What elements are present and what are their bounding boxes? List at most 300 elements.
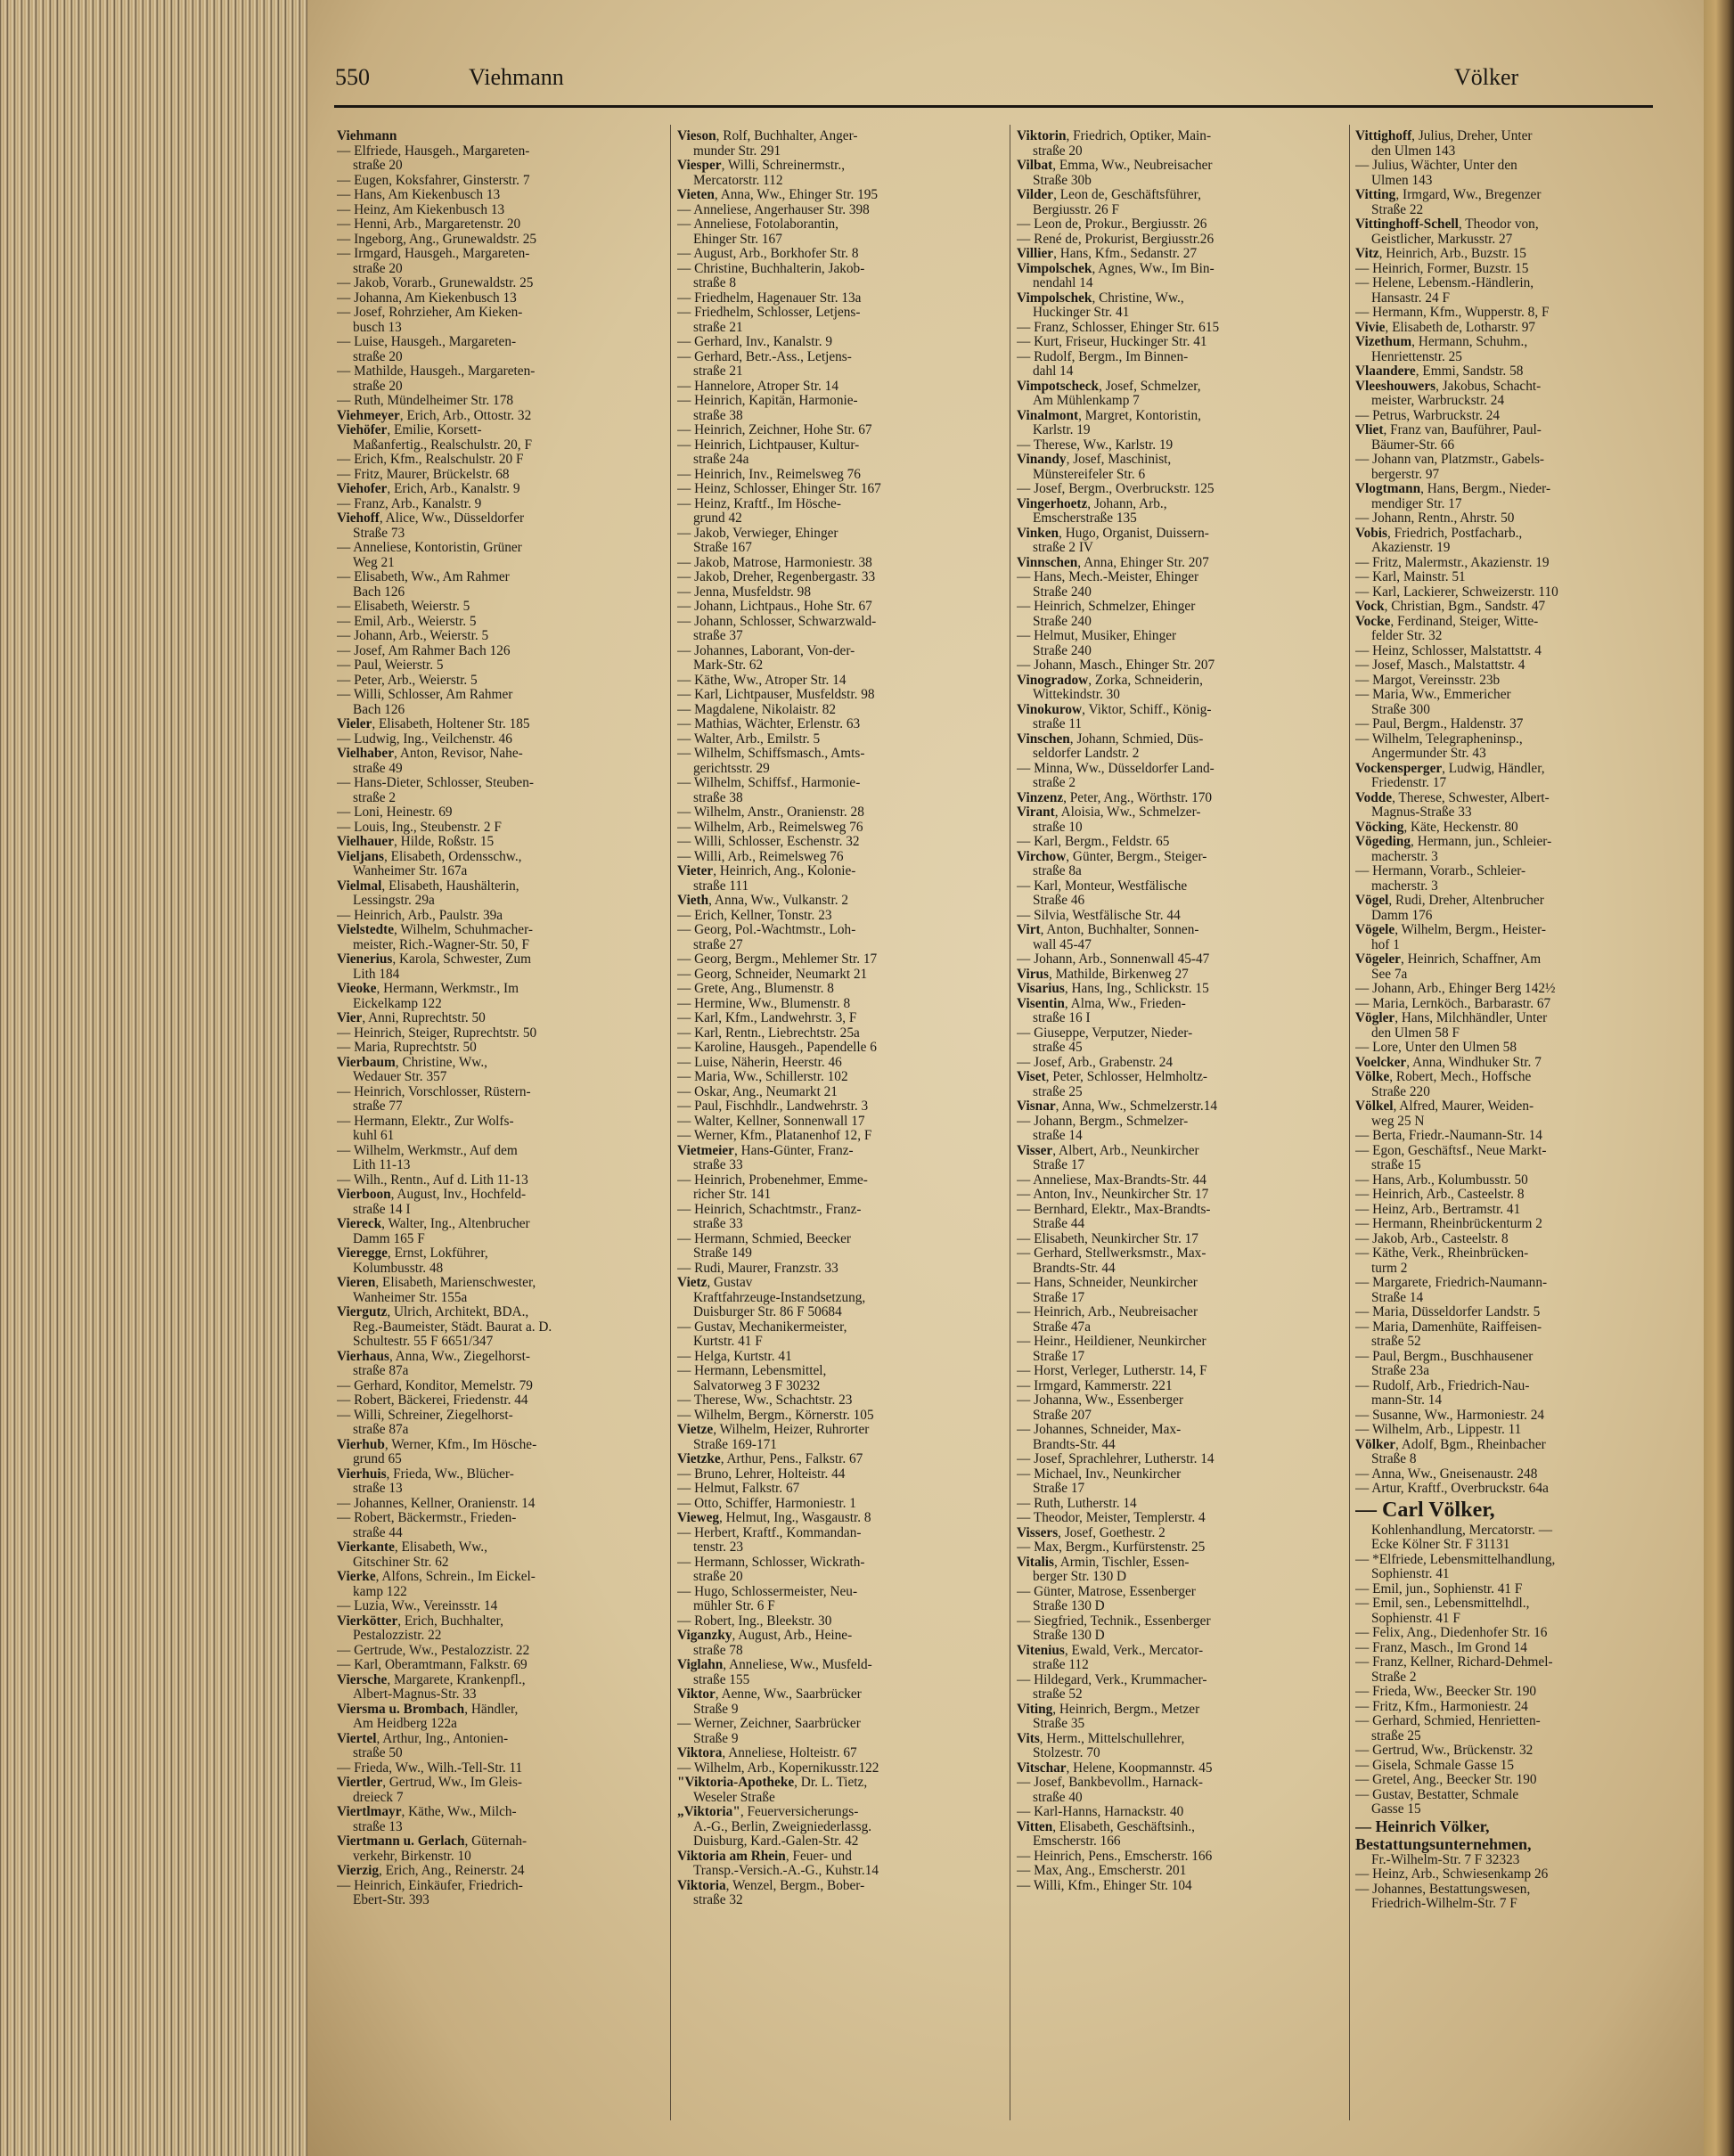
directory-entry-line: straße 44: [353, 1525, 403, 1540]
directory-entry-line: Pestalozzistr. 22: [353, 1629, 442, 1643]
directory-entry-line: turm 2: [1371, 1261, 1408, 1276]
directory-entry-line: — Wilhelm, Werkmstr., Auf dem: [337, 1143, 518, 1158]
directory-entry-line: — Maria, Ww., Schillerstr. 102: [677, 1070, 848, 1084]
directory-entry-line: — Maria, Düsseldorfer Landstr. 5: [1355, 1305, 1541, 1319]
directory-entry-line: — Franz, Masch., Im Grond 14: [1355, 1640, 1527, 1655]
directory-entry-line: Vögeler, Heinrich, Schaffner, Am: [1355, 952, 1542, 967]
directory-entry-line: — Egon, Geschäftsf., Neue Markt-: [1355, 1143, 1547, 1158]
directory-entry-line: A.-G., Berlin, Zweigniederlassg.: [693, 1819, 872, 1834]
directory-entry-line: mendiger Str. 17: [1371, 496, 1462, 511]
directory-entry-line: Vieren, Elisabeth, Marienschwester,: [337, 1276, 536, 1290]
directory-entry-line: Vieoke, Hermann, Werkmstr., Im: [337, 982, 519, 996]
directory-entry-line: straße 20: [1033, 143, 1083, 159]
directory-entry-line: Münstereifeler Str. 6: [1033, 467, 1146, 482]
directory-entry-line: — Christine, Buchhalterin, Jakob-: [677, 261, 865, 276]
directory-entry-line: Lessingstr. 29a: [353, 894, 435, 908]
directory-entry-line: Vierboon, August, Inv., Hochfeld-: [337, 1188, 527, 1202]
directory-entry-line: — Heinrich, Arb., Paulstr. 39a: [337, 908, 503, 923]
directory-entry-line: Voelcker, Anna, Windhuker Str. 7: [1355, 1055, 1542, 1070]
directory-entry-line: Vinschen, Johann, Schmied, Düs-: [1017, 731, 1204, 747]
directory-entry-line: — Helmut, Musiker, Ehinger: [1017, 629, 1177, 643]
directory-entry-line: Vits, Herm., Mittelschullehrer,: [1017, 1731, 1185, 1746]
directory-entry-line: — Heinz, Schlosser, Ehinger Str. 167: [677, 482, 881, 496]
directory-entry-line: Straße 17: [1033, 1349, 1085, 1364]
directory-entry-line: — Heinr., Heildiener, Neunkircher: [1017, 1335, 1206, 1349]
directory-entry-line: straße 14 I: [353, 1202, 411, 1217]
directory-entry-line: kuhl 61: [353, 1129, 395, 1143]
directory-entry-line: Vinogradow, Zorka, Schneiderin,: [1017, 673, 1203, 688]
directory-entry-line: — Johannes, Kellner, Oranienstr. 14: [337, 1496, 536, 1511]
directory-entry-line: — Horst, Verleger, Lutherstr. 14, F: [1017, 1364, 1207, 1378]
directory-entry-line: — Heinz, Am Kiekenbusch 13: [337, 202, 505, 217]
directory-entry-line: — Wilh., Rentn., Auf d. Lith 11-13: [337, 1172, 528, 1188]
directory-entry-line: — Elisabeth, Ww., Am Rahmer: [337, 570, 510, 584]
directory-entry-line: straße 52: [1033, 1687, 1083, 1702]
directory-entry-line: — Irmgard, Kammerstr. 221: [1017, 1378, 1173, 1393]
directory-entry-line: — Heinrich, Kapitän, Harmonie-: [677, 394, 858, 408]
directory-entry-line: — Rudi, Maurer, Franzstr. 33: [677, 1261, 838, 1276]
directory-entry-line: Vöcking, Käte, Heckenstr. 80: [1355, 820, 1518, 835]
directory-entry-line: Ulmen 143: [1371, 173, 1433, 188]
directory-entry-line: Virchow, Günter, Bergm., Steiger-: [1017, 849, 1207, 864]
directory-entry-line: weg 25 N: [1371, 1114, 1425, 1129]
directory-entry-line: Bach 126: [353, 584, 405, 600]
directory-entry-line: See 7a: [1371, 967, 1408, 982]
header-rule: [334, 105, 1653, 108]
directory-entry-line: — Maria, Ruprechtstr. 50: [337, 1041, 477, 1055]
directory-entry-line: Visnar, Anna, Ww., Schmelzerstr.14: [1017, 1099, 1218, 1114]
directory-entry-line: — Hermann, Schlosser, Wickrath-: [677, 1555, 865, 1570]
directory-entry-line: mühler Str. 6 F: [693, 1599, 775, 1613]
directory-column-4: [1355, 129, 1674, 1912]
directory-entry-line: — Johanna, Ww., Essenberger: [1017, 1393, 1184, 1408]
directory-entry-line: — Hermann, Schmied, Beecker: [677, 1231, 851, 1246]
directory-entry-line: Vimpolschek, Christine, Ww.,: [1017, 290, 1184, 306]
page-header-left-word: Viehmann: [469, 64, 564, 90]
directory-entry-line: — Heinrich Völker,: [1355, 1817, 1490, 1835]
directory-entry-line: Reg.-Baumeister, Städt. Baurat a. D.: [353, 1319, 552, 1335]
directory-entry-line: — Karl, Kfm., Landwehrstr. 3, F: [677, 1011, 857, 1025]
directory-entry-line: — Wilhelm, Arb., Lippestr. 11: [1355, 1423, 1522, 1437]
directory-entry-line: Vierkante, Elisabeth, Ww.,: [337, 1540, 487, 1555]
directory-entry-line: Albert-Magnus-Str. 33: [353, 1687, 477, 1702]
column-divider: [670, 125, 671, 2120]
directory-entry-line: Viertmann u. Gerlach, Güternah-: [337, 1834, 528, 1849]
directory-entry-line: — Josef, Am Rahmer Bach 126: [337, 643, 511, 658]
directory-entry-line: — Heinz, Arb., Schwiesenkamp 26: [1355, 1867, 1549, 1882]
directory-entry-line: straße 112: [1033, 1658, 1089, 1672]
directory-entry-line: Ehinger Str. 167: [693, 232, 782, 247]
directory-entry-line: Vockensperger, Ludwig, Händler,: [1355, 761, 1545, 776]
directory-entry-line: Straße 73: [353, 526, 405, 541]
book-page-stack: [0, 0, 307, 2156]
directory-entry-line: — Heinrich, Zeichner, Hohe Str. 67: [677, 423, 872, 437]
directory-entry-line: straße 155: [693, 1672, 750, 1687]
directory-entry-line: — Mathilde, Hausgeh., Margareten-: [337, 364, 536, 379]
directory-entry-line: Hansastr. 24 F: [1371, 290, 1450, 306]
book-right-edge: [1704, 0, 1734, 2156]
directory-entry-line: — Wilhelm, Bergm., Körnerstr. 105: [677, 1408, 874, 1423]
directory-entry-line: bergerstr. 97: [1371, 467, 1440, 482]
directory-entry-line: — Heinrich, Probenehmer, Emme-: [677, 1172, 868, 1188]
directory-entry-line: Henriettenstr. 25: [1371, 349, 1462, 364]
directory-entry-line: Vitenius, Ewald, Verk., Mercator-: [1017, 1643, 1204, 1658]
directory-entry-line: Karlstr. 19: [1033, 423, 1091, 437]
directory-entry-line: — Heinrich, Arb., Casteelstr. 8: [1355, 1188, 1525, 1202]
directory-entry-line: — Frieda, Ww., Wilh.-Tell-Str. 11: [337, 1760, 523, 1776]
directory-entry-line: — Anneliese, Fotolaborantin,: [677, 217, 838, 232]
directory-entry-line: Weseler Straße: [693, 1790, 775, 1805]
directory-entry-line: — Robert, Bäckerei, Friedenstr. 44: [337, 1393, 528, 1408]
directory-entry-line: — Hermine, Ww., Blumenstr. 8: [677, 996, 851, 1011]
directory-entry-line: — Leon de, Prokur., Bergiusstr. 26: [1017, 217, 1207, 232]
directory-entry-line: Straße 2: [1371, 1670, 1417, 1685]
directory-entry-line: straße 50: [353, 1746, 403, 1760]
directory-entry-line: — Josef, Arb., Grabenstr. 24: [1017, 1055, 1174, 1070]
directory-entry-line: — Margot, Vereinsstr. 23b: [1355, 673, 1501, 688]
directory-entry-line: Kohlenhandlung, Mercatorstr. —: [1371, 1523, 1553, 1538]
directory-entry-line: — Werner, Kfm., Platanenhof 12, F: [677, 1129, 872, 1143]
directory-entry-line: verkehr, Birkenstr. 10: [353, 1849, 471, 1864]
directory-entry-line: — Kurt, Friseur, Huckinger Str. 41: [1017, 335, 1207, 349]
directory-entry-line: — Eugen, Koksfahrer, Ginsterstr. 7: [337, 173, 530, 188]
directory-entry-line: Duisburger Str. 86 F 50684: [693, 1305, 842, 1319]
directory-entry-line: Viesper, Willi, Schreinermstr.,: [677, 159, 846, 173]
directory-entry-line: Maßanfertig., Realschulstr. 20, F: [353, 437, 532, 453]
directory-entry-line: Emscherstr. 166: [1033, 1834, 1121, 1849]
directory-entry-line: — Josef, Rohrzieher, Am Kieken-: [337, 306, 523, 320]
directory-entry-line: Vierhuis, Frieda, Ww., Blücher-: [337, 1466, 514, 1482]
directory-entry-line: Vittighoff, Julius, Dreher, Unter: [1355, 129, 1533, 143]
directory-entry-line: nendahl 14: [1033, 276, 1093, 290]
directory-entry-line: — Petrus, Warbruckstr. 24: [1355, 408, 1501, 423]
directory-entry-line: — Hermann, Lebensmittel,: [677, 1364, 827, 1378]
directory-entry-line: — Jenna, Musfeldstr. 98: [677, 584, 811, 600]
directory-entry-line: Vittinghoff-Schell, Theodor von,: [1355, 217, 1539, 232]
directory-entry-line: Vietzke, Arthur, Pens., Falkstr. 67: [677, 1452, 863, 1466]
directory-entry-line: Friedenstr. 17: [1371, 776, 1447, 790]
directory-entry-line: Friedrich-Wilhelm-Str. 7 F: [1371, 1897, 1517, 1911]
directory-entry-line: Brandts-Str. 44: [1033, 1437, 1116, 1452]
directory-entry-line: — Johann, Bergm., Schmelzer-: [1017, 1114, 1189, 1129]
directory-entry-line: Vilbat, Emma, Ww., Neubreisacher: [1017, 159, 1213, 173]
directory-entry-line: — Theodor, Meister, Templerstr. 4: [1017, 1511, 1206, 1525]
directory-entry-line: — Anton, Inv., Neunkircher Str. 17: [1017, 1188, 1209, 1202]
directory-entry-line: — Luise, Hausgeh., Margareten-: [337, 335, 517, 349]
directory-entry-line: — Gerhard, Stellwerksmstr., Max-: [1017, 1246, 1206, 1261]
directory-entry-line: Vilder, Leon de, Geschäftsführer,: [1017, 188, 1201, 202]
directory-entry-line: — Hermann, Elektr., Zur Wolfs-: [337, 1114, 514, 1129]
directory-entry-line: Straße 35: [1033, 1717, 1085, 1731]
directory-entry-line: — Johann, Arb., Weierstr. 5: [337, 629, 489, 643]
directory-entry-line: — Hans, Mech.-Meister, Ehinger: [1017, 570, 1199, 584]
directory-entry-line: Vinken, Hugo, Organist, Duissern-: [1017, 526, 1209, 541]
directory-entry-line: Ebert-Str. 393: [353, 1893, 429, 1907]
directory-entry-line: — Ingeborg, Ang., Grunewaldstr. 25: [337, 232, 537, 247]
directory-entry-line: munder Str. 291: [693, 143, 781, 159]
directory-entry-line: Straße 130 D: [1033, 1629, 1105, 1643]
directory-entry-line: — Walter, Kellner, Sonnenwall 17: [677, 1114, 865, 1129]
directory-entry-line: berger Str. 130 D: [1033, 1570, 1127, 1584]
directory-entry-line: Viersma u. Brombach, Händler,: [337, 1702, 519, 1717]
directory-entry-line: — Fritz, Malermstr., Akazienstr. 19: [1355, 555, 1550, 570]
directory-entry-line: — Emil, jun., Sophienstr. 41 F: [1355, 1581, 1523, 1597]
directory-entry-line: straße 20: [693, 1570, 743, 1584]
directory-entry-line: straße 20: [353, 159, 403, 173]
directory-entry-line: Straße 300: [1371, 702, 1430, 717]
directory-entry-line: Vissers, Josef, Goethestr. 2: [1017, 1525, 1166, 1540]
directory-entry-line: seldorfer Landstr. 2: [1033, 747, 1140, 761]
directory-entry-line: — Siegfried, Technik., Essenberger: [1017, 1613, 1211, 1629]
directory-entry-line: Straße 8: [1371, 1452, 1417, 1466]
directory-entry-line: Damm 176: [1371, 908, 1433, 923]
directory-entry-line: Viktora, Anneliese, Holteistr. 67: [677, 1746, 857, 1760]
directory-entry-line: straße 20: [353, 379, 403, 394]
directory-entry-line: Vielhauer, Hilde, Roßstr. 15: [337, 835, 495, 849]
directory-entry-line: — Josef, Masch., Malstattstr. 4: [1355, 658, 1525, 673]
directory-entry-line: — Wilhelm, Telegrapheninsp.,: [1355, 731, 1523, 747]
directory-entry-line: Vietze, Wilhelm, Heizer, Ruhrorter: [677, 1423, 870, 1437]
directory-entry-line: — Rudolf, Bergm., Im Binnen-: [1017, 349, 1189, 364]
directory-entry-line: — Helmut, Falkstr. 67: [677, 1482, 800, 1496]
directory-entry-line: felder Str. 32: [1371, 629, 1443, 643]
directory-entry-line: Vizethum, Hermann, Schuhm.,: [1355, 335, 1528, 349]
directory-entry-line: straße 33: [693, 1217, 743, 1231]
directory-entry-line: — Giuseppe, Verputzer, Nieder-: [1017, 1025, 1193, 1041]
directory-entry-line: — Julius, Wächter, Unter den: [1355, 159, 1517, 173]
directory-entry-line: — Georg, Pol.-Wachtmstr., Loh-: [677, 923, 856, 937]
directory-entry-line: Fr.-Wilhelm-Str. 7 F 32323: [1371, 1852, 1520, 1867]
directory-entry-line: — Käthe, Verk., Rheinbrücken-: [1355, 1246, 1529, 1261]
directory-entry-line: Vleeshouwers, Jakobus, Schacht-: [1355, 379, 1542, 394]
directory-entry-line: — Anneliese, Angerhauser Str. 398: [677, 202, 870, 217]
directory-entry-line: — Walter, Arb., Emilstr. 5: [677, 731, 821, 747]
directory-entry-line: Viganzky, August, Arb., Heine-: [677, 1629, 853, 1643]
directory-entry-line: Straße 207: [1033, 1408, 1092, 1423]
directory-entry-line: — Wilhelm, Arb., Reimelsweg 76: [677, 820, 863, 835]
directory-entry-line: Wanheimer Str. 167a: [353, 864, 468, 878]
directory-entry-line: Straße 30b: [1033, 173, 1092, 188]
directory-entry-line: Vieter, Heinrich, Ang., Kolonie-: [677, 864, 856, 878]
directory-entry-line: Viersche, Margarete, Krankenpfl.,: [337, 1672, 526, 1687]
directory-entry-line: — Margarete, Friedrich-Naumann-: [1355, 1276, 1548, 1290]
directory-entry-line: — Paul, Bergm., Haldenstr. 37: [1355, 717, 1524, 731]
directory-entry-line: — Josef, Bankbevollm., Harnack-: [1017, 1776, 1204, 1790]
directory-entry-line: dahl 14: [1033, 364, 1074, 379]
directory-entry-line: Sophienstr. 41: [1371, 1567, 1450, 1581]
directory-entry-line: — Magdalene, Nikolaistr. 82: [677, 702, 837, 717]
directory-entry-line: Transp.-Versich.-A.-G., Kuhstr.14: [693, 1864, 879, 1878]
directory-entry-line: Visarius, Hans, Ing., Schlickstr. 15: [1017, 982, 1209, 996]
directory-entry-line: Viertler, Gertrud, Ww., Im Gleis-: [337, 1776, 522, 1790]
directory-entry-line: — Oskar, Ang., Neumarkt 21: [677, 1084, 838, 1099]
directory-entry-line: — Johann, Rentn., Ahrstr. 50: [1355, 511, 1515, 526]
directory-entry-line: straße 8a: [1033, 864, 1082, 878]
directory-entry-line: — Karl, Lichtpauser, Musfeldstr. 98: [677, 688, 875, 702]
directory-entry-line: Angermunder Str. 43: [1371, 747, 1486, 761]
directory-entry-line: Huckinger Str. 41: [1033, 306, 1130, 320]
directory-entry-line: — Franz, Arb., Kanalstr. 9: [337, 496, 482, 511]
directory-entry-line: Viehoff, Alice, Ww., Düsseldorfer: [337, 511, 525, 526]
directory-entry-line: — Bruno, Lehrer, Holteistr. 44: [677, 1466, 846, 1482]
directory-entry-line: — Robert, Bäckermstr., Frieden-: [337, 1511, 517, 1525]
directory-entry-line: — Gustav, Bestatter, Schmale: [1355, 1787, 1519, 1802]
directory-entry-line: Vietz, Gustav: [677, 1276, 753, 1290]
directory-entry-line: Viertel, Arthur, Ing., Antonien-: [337, 1731, 509, 1746]
directory-entry-line: — Wilhelm, Anstr., Oranienstr. 28: [677, 805, 864, 820]
directory-entry-line: Vodde, Therese, Schwester, Albert-: [1355, 790, 1550, 805]
directory-entry-line: — Heinrich, Schachtmstr., Franz-: [677, 1202, 862, 1217]
directory-entry-line: Straße 46: [1033, 894, 1085, 908]
directory-entry-line: Vieregge, Ernst, Lokführer,: [337, 1246, 488, 1261]
directory-entry-line: Straße 240: [1033, 643, 1092, 658]
directory-entry-line: Vinnschen, Anna, Ehinger Str. 207: [1017, 555, 1209, 570]
directory-entry-line: — Paul, Fischhdlr., Landwehrstr. 3: [677, 1099, 869, 1114]
directory-entry-line: — Max, Bergm., Kurfürstenstr. 25: [1017, 1540, 1206, 1555]
directory-entry-line: straße 13: [353, 1482, 403, 1496]
directory-entry-line: — Carl Völker,: [1355, 1498, 1495, 1522]
directory-entry-line: — Lore, Unter den Ulmen 58: [1355, 1041, 1517, 1055]
directory-entry-line: — Hans, Am Kiekenbusch 13: [337, 188, 501, 202]
directory-entry-line: — Johannes, Schneider, Max-: [1017, 1423, 1182, 1437]
directory-entry-line: straße 78: [693, 1643, 743, 1658]
directory-entry-line: Vierhub, Werner, Kfm., Im Hösche-: [337, 1437, 537, 1452]
directory-entry-line: Vitalis, Armin, Tischler, Essen-: [1017, 1555, 1190, 1570]
directory-entry-line: straße 13: [353, 1819, 403, 1834]
directory-entry-line: Wedauer Str. 357: [353, 1070, 447, 1084]
directory-entry-line: — Karl, Mainstr. 51: [1355, 570, 1466, 584]
directory-entry-line: — Maria, Damenhüte, Raiffeisen-: [1355, 1319, 1542, 1335]
directory-entry-line: Eickelkamp 122: [353, 996, 442, 1011]
directory-entry-line: straße 49: [353, 761, 403, 776]
directory-entry-line: straße 14: [1033, 1129, 1083, 1143]
directory-entry-line: — Jakob, Arb., Casteelstr. 8: [1355, 1231, 1509, 1246]
page-header-right-word: Völker: [1454, 64, 1519, 90]
directory-entry-line: — Henni, Arb., Margaretenstr. 20: [337, 217, 521, 232]
directory-entry-line: — Karl-Hanns, Harnackstr. 40: [1017, 1805, 1184, 1819]
directory-entry-line: — Karl, Lackierer, Schweizerstr. 110: [1355, 584, 1558, 600]
directory-entry-line: — Helga, Kurtstr. 41: [677, 1349, 792, 1364]
directory-entry-line: Mercatorstr. 112: [693, 173, 783, 188]
directory-entry-line: Straße 169-171: [693, 1437, 777, 1452]
directory-entry-line: Straße 17: [1033, 1482, 1085, 1496]
directory-entry-line: — Josef, Sprachlehrer, Lutherstr. 14: [1017, 1452, 1215, 1466]
directory-entry-line: Stolzestr. 70: [1033, 1746, 1100, 1760]
directory-entry-line: Akazienstr. 19: [1371, 541, 1451, 555]
directory-entry-line: Viset, Peter, Schlosser, Helmholtz-: [1017, 1070, 1208, 1084]
directory-entry-line: — Hans, Schneider, Neunkircher: [1017, 1276, 1198, 1290]
directory-entry-line: — August, Arb., Borkhofer Str. 8: [677, 247, 859, 261]
directory-entry-line: Vobis, Friedrich, Postfacharb.,: [1355, 526, 1523, 541]
directory-entry-line: — Maria, Lernköch., Barbarastr. 67: [1355, 996, 1551, 1011]
directory-entry-line: Am Heidberg 122a: [353, 1717, 457, 1731]
directory-entry-line: Straße 9: [693, 1731, 739, 1746]
directory-entry-line: — Hermann, Kfm., Wupperstr. 8, F: [1355, 306, 1550, 320]
directory-entry-line: — Karl, Bergm., Feldstr. 65: [1017, 835, 1170, 849]
directory-entry-line: — Otto, Schiffer, Harmoniestr. 1: [677, 1496, 856, 1511]
directory-entry-line: Duisburg, Kard.-Galen-Str. 42: [693, 1834, 859, 1849]
directory-entry-line: straße 33: [693, 1158, 743, 1172]
directory-entry-line: straße 16 I: [1033, 1011, 1091, 1025]
directory-entry-line: Vocke, Ferdinand, Steiger, Witte-: [1355, 614, 1539, 629]
directory-entry-line: — Hermann, Rheinbrückenturm 2: [1355, 1217, 1542, 1231]
directory-entry-line: Vierkötter, Erich, Buchhalter,: [337, 1613, 503, 1629]
directory-entry-line: — Artur, Kraftf., Overbruckstr. 64a: [1355, 1482, 1549, 1496]
directory-entry-line: — Louis, Ing., Steubenstr. 2 F: [337, 820, 502, 835]
directory-entry-line: — Mathias, Wächter, Erlenstr. 63: [677, 717, 861, 731]
directory-entry-line: — Ruth, Mündelheimer Str. 178: [337, 394, 514, 408]
directory-entry-line: — Michael, Inv., Neunkircher: [1017, 1466, 1182, 1482]
directory-entry-line: Salvatorweg 3 F 30232: [693, 1378, 821, 1393]
directory-entry-line: Vierbaum, Christine, Ww.,: [337, 1055, 487, 1070]
directory-entry-line: — Elisabeth, Weierstr. 5: [337, 600, 470, 614]
directory-entry-line: straße 25: [1033, 1084, 1083, 1099]
directory-entry-line: — René de, Prokurist, Bergiusstr.26: [1017, 232, 1215, 247]
directory-entry-line: Straße 23a: [1371, 1364, 1429, 1378]
directory-entry-line: Viglahn, Anneliese, Ww., Musfeld-: [677, 1658, 872, 1672]
directory-entry-line: — Therese, Ww., Schachtstr. 23: [677, 1393, 853, 1408]
directory-entry-line: Ecke Kölner Str. F 31131: [1371, 1538, 1510, 1552]
directory-entry-line: — Paul, Bergm., Buschhausener: [1355, 1349, 1534, 1364]
directory-entry-line: Vieson, Rolf, Buchhalter, Anger-: [677, 129, 858, 143]
directory-entry-line: straße 20: [353, 349, 403, 364]
directory-entry-line: — Johannes, Laborant, Von-der-: [677, 643, 855, 658]
directory-entry-line: — Heinrich, Steiger, Ruprechtstr. 50: [337, 1025, 537, 1041]
directory-entry-line: — Ludwig, Ing., Veilchenstr. 46: [337, 731, 512, 747]
directory-entry-line: Weg 21: [353, 555, 395, 570]
directory-entry-line: „Viktoria", Feuerversicherungs-: [677, 1805, 859, 1819]
directory-entry-line: Völkel, Alfred, Maurer, Weiden-: [1355, 1099, 1534, 1114]
directory-entry-line: Kurtstr. 41 F: [693, 1335, 763, 1349]
directory-entry-line: — Johann, Lichtpaus., Hohe Str. 67: [677, 600, 872, 614]
directory-entry-line: — Josef, Bergm., Overbruckstr. 125: [1017, 482, 1215, 496]
directory-entry-line: — Berta, Friedr.-Naumann-Str. 14: [1355, 1129, 1542, 1143]
directory-entry-line: — Elfriede, Hausgeh., Margareten-: [337, 143, 530, 159]
directory-entry-line: — Therese, Ww., Karlstr. 19: [1017, 437, 1174, 453]
directory-entry-line: Virt, Anton, Buchhalter, Sonnen-: [1017, 923, 1199, 937]
directory-entry-line: Wittekindstr. 30: [1033, 688, 1120, 702]
directory-entry-line: grund 65: [353, 1452, 402, 1466]
directory-entry-line: straße 8: [693, 276, 736, 290]
directory-entry-line: — Herbert, Kraftf., Kommandan-: [677, 1525, 862, 1540]
directory-entry-line: Vock, Christian, Bgm., Sandstr. 47: [1355, 600, 1546, 614]
directory-entry-line: meister, Rich.-Wagner-Str. 50, F: [353, 937, 529, 952]
directory-entry-line: meister, Warbruckstr. 24: [1371, 394, 1505, 408]
directory-entry-line: — Wilhelm, Schiffsf., Harmonie-: [677, 776, 861, 790]
directory-entry-line: — Anna, Ww., Gneisenaustr. 248: [1355, 1466, 1538, 1482]
directory-entry-line: Vietmeier, Hans-Günter, Franz-: [677, 1143, 854, 1158]
directory-entry-line: — Friedhelm, Schlosser, Letjens-: [677, 306, 861, 320]
directory-entry-line: — Willi, Arb., Reimelsweg 76: [677, 849, 844, 864]
directory-entry-line: Straße 47a: [1033, 1319, 1091, 1335]
directory-entry-line: Vinzenz, Peter, Ang., Wörthstr. 170: [1017, 790, 1213, 805]
directory-entry-line: Viehofer, Erich, Arb., Kanalstr. 9: [337, 482, 520, 496]
directory-entry-line: straße 111: [693, 878, 749, 894]
directory-entry-line: — Willi, Schlosser, Am Rahmer: [337, 688, 513, 702]
directory-entry-line: — Johann, Arb., Ehinger Berg 142½: [1355, 982, 1556, 996]
directory-entry-line: Bergiusstr. 26 F: [1033, 202, 1120, 217]
directory-entry-line: — Hildegard, Verk., Krummacher-: [1017, 1672, 1207, 1687]
directory-entry-line: — Gerhard, Betr.-Ass., Letjens-: [677, 349, 852, 364]
directory-entry-line: — Wilhelm, Schiffsmasch., Amts-: [677, 747, 865, 761]
directory-entry-line: Viktoria, Wenzel, Bergm., Bober-: [677, 1878, 865, 1893]
directory-entry-line: Viergutz, Ulrich, Architekt, BDA.,: [337, 1305, 529, 1319]
directory-entry-line: mann-Str. 14: [1371, 1393, 1443, 1408]
directory-entry-line: — Irmgard, Hausgeh., Margareten-: [337, 247, 530, 261]
directory-entry-line: — Willi, Schlosser, Eschenstr. 32: [677, 835, 860, 849]
directory-entry-line: straße 38: [693, 408, 743, 423]
directory-entry-line: Straße 22: [1371, 202, 1424, 217]
